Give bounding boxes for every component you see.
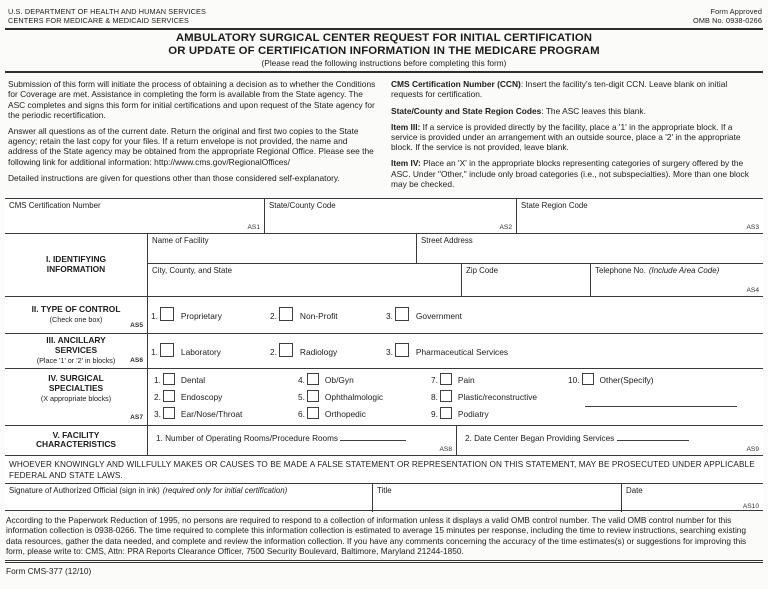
section-title: I. IDENTIFYING — [45, 254, 107, 265]
form-approved-block — [693, 7, 762, 25]
checkbox-ob-gyn[interactable] — [307, 373, 319, 385]
signature-label: Signature of Authorized Official (sign in ink) — [9, 485, 160, 495]
date-services-line[interactable] — [617, 432, 689, 441]
option-number: 1. — [154, 374, 161, 385]
option-label: Ear/Nose/Throat — [180, 408, 243, 419]
option-label: Podiatry — [457, 408, 489, 419]
option-label: Government — [415, 310, 463, 321]
option-label: Non-Profit — [299, 310, 338, 321]
other-specify-line[interactable] — [585, 398, 737, 407]
checkbox-other[interactable] — [582, 373, 594, 385]
signature-label-note: (required only for initial certification) — [162, 485, 288, 495]
form-number: Form CMS-377 (12/10) — [6, 565, 92, 576]
field-code-as1: AS1 — [247, 223, 260, 231]
specialties-column-3 — [431, 373, 537, 419]
option-other — [568, 373, 737, 385]
checkbox-government[interactable] — [395, 307, 409, 321]
instructions-right-column — [391, 79, 761, 195]
state-region-code-field[interactable] — [517, 199, 763, 234]
instruction-text: Place an 'X' in the appropriate blocks representing categories of surgery offered by the ASC. Under "Other," include only broad categories (i.e., not subspecialties). More than one block may be checked. — [391, 158, 749, 189]
state-county-code-label: State/County Code — [269, 200, 336, 210]
field-code-as2: AS2 — [499, 223, 512, 231]
option-endoscopy — [154, 390, 242, 402]
field-code-as9: AS9 — [746, 445, 759, 453]
section-facility-characteristics-label — [5, 426, 148, 456]
form-approved-line: Form Approved — [710, 7, 762, 16]
option-number: 2. — [270, 310, 277, 321]
specialties-column-4 — [568, 373, 737, 407]
zip-code-field[interactable] — [462, 264, 591, 297]
instructions-left-column — [8, 79, 378, 195]
option-number: 2. — [270, 346, 277, 357]
option-label: Ob/Gyn — [324, 374, 354, 385]
instruction-paragraph — [391, 122, 761, 153]
date-services-field[interactable] — [457, 426, 763, 456]
option-laboratory — [151, 343, 221, 357]
option-number: 7. — [431, 374, 438, 385]
option-number: 1. — [151, 310, 158, 321]
option-podiatry — [431, 407, 537, 419]
option-ob-gyn — [298, 373, 383, 385]
option-label: Other(Specify) — [599, 374, 654, 385]
false-statement-warning: WHOEVER KNOWINGLY AND WILLFULLY MAKES OR CAUSES TO BE MADE A FALSE STATEMENT OR REPRESENTATION ON THIS STATEMENT, MAY BE PROSECUTED UNDER APPLICABLE FEDERAL AND STATE LAWS. — [5, 456, 763, 484]
option-label: Plastic/reconstructive — [457, 391, 538, 402]
title-block — [5, 30, 763, 73]
name-of-facility-label: Name of Facility — [152, 235, 209, 245]
section-title: SERVICES — [54, 345, 98, 356]
option-label: Ophthalmologic — [324, 391, 384, 402]
option-pain — [431, 373, 537, 385]
checkbox-podiatry[interactable] — [440, 407, 452, 419]
option-number: 2. — [154, 391, 161, 402]
option-label: Dental — [180, 374, 206, 385]
option-orthopedic — [298, 407, 383, 419]
telephone-label: Telephone No. — [595, 265, 646, 275]
field-code-as6: AS6 — [130, 357, 143, 365]
section-hint: (Place '1' or '2' in blocks) — [36, 355, 116, 365]
option-pharmaceutical-services — [386, 343, 508, 357]
section-surgical-specialties-label — [5, 369, 148, 426]
section-title: INFORMATION — [46, 263, 106, 274]
option-number: 5. — [298, 391, 305, 402]
state-county-code-field[interactable] — [265, 199, 517, 234]
instruction-paragraph — [391, 106, 761, 116]
name-of-facility-field[interactable] — [148, 234, 417, 264]
option-number: 8. — [431, 391, 438, 402]
option-number: 3. — [386, 310, 393, 321]
operating-rooms-line[interactable] — [340, 432, 406, 441]
form-table — [5, 198, 763, 511]
section-ancillary-services-label — [5, 334, 148, 369]
form-title-line1: AMBULATORY SURGICAL CENTER REQUEST FOR INITIAL CERTIFICATION — [175, 32, 593, 44]
option-label: Proprietary — [180, 310, 222, 321]
paperwork-reduction-notice: According to the Paperwork Reduction of 1995, no persons are required to respond to a collection of information unless it displays a valid OMB control number. The valid OMB control number for this information collection is 0938-0266. The time required to complete this information collection is estimated to average 15 minutes per response, including the time to review instructions, searching existing data resources, gather the data needed, and complete and review the information collection. If you have any comments concerning the accuracy of the time estimates(s) or suggestions for improving this form, please write to: CMS, Attn: PRA Reports Clearance Officer, 7500 Security Boulevard, Baltimore, Maryland 21244-1850. — [6, 514, 747, 557]
field-code-as4: AS4 — [746, 286, 759, 294]
option-label: Pharmaceutical Services — [415, 346, 509, 357]
checkbox-orthopedic[interactable] — [307, 407, 319, 419]
date-services-label: 2. Date Center Began Providing Services — [465, 433, 615, 443]
field-code-as5: AS5 — [130, 322, 143, 330]
city-county-state-field[interactable] — [148, 264, 462, 297]
cms-certification-number-field[interactable] — [5, 199, 265, 234]
cms-certification-number-label: CMS Certification Number — [9, 200, 101, 210]
instruction-paragraph: Submission of this form will initiate the process of obtaining a decision as to whether the Conditions for Coverage are met. Assistance in completing the form is available from the State agency. The ASC completes and signs this form for initial certifications and upon request of the State agency for the periodic recertification. — [8, 79, 376, 120]
option-number: 6. — [298, 408, 305, 419]
checkbox-laboratory[interactable] — [160, 343, 174, 357]
city-county-state-label: City, County, and State — [152, 265, 232, 275]
operating-rooms-label: 1. Number of Operating Rooms/Procedure Rooms — [156, 433, 339, 443]
instruction-text: : Insert the facility's ten-digit CCN. Leave blank on initial requests for certification. — [391, 79, 728, 100]
option-plastic-reconstructive — [431, 390, 537, 402]
title-field[interactable] — [373, 484, 622, 512]
telephone-field[interactable] — [591, 264, 763, 297]
surgical-specialties-options — [148, 369, 763, 426]
ancillary-services-options — [148, 334, 763, 369]
instruction-paragraph: Detailed instructions are given for questions other than those considered self-explanatory. — [8, 172, 340, 183]
option-dental — [154, 373, 242, 385]
checkbox-dental[interactable] — [163, 373, 175, 385]
operating-rooms-field[interactable] — [148, 426, 457, 456]
signature-field[interactable] — [5, 484, 373, 512]
form-header — [5, 0, 763, 30]
option-label: Orthopedic — [324, 408, 366, 419]
section-type-of-control-label — [5, 297, 148, 334]
date-field[interactable] — [622, 484, 763, 512]
form-subtitle: (Please read the following instructions before completing this form) — [261, 57, 507, 68]
option-label: Radiology — [299, 346, 338, 357]
option-number: 10. — [568, 374, 580, 385]
agency-block — [8, 7, 206, 25]
checkbox-endoscopy[interactable] — [163, 390, 175, 402]
checkbox-non-profit[interactable] — [279, 307, 293, 321]
option-number: 3. — [386, 346, 393, 357]
checkbox-plastic-reconstructive[interactable] — [440, 390, 452, 402]
section-title: SPECIALTIES — [48, 382, 104, 393]
field-code-as3: AS3 — [746, 223, 759, 231]
section-hint: (X appropriate blocks) — [40, 393, 112, 403]
form-title-line2: OR UPDATE OF CERTIFICATION INFORMATION IN THE MEDICARE PROGRAM — [168, 44, 600, 57]
option-number: 3. — [154, 408, 161, 419]
option-proprietary — [151, 307, 222, 321]
section-identifying-information-label — [5, 234, 148, 297]
option-label: Pain — [457, 374, 475, 385]
instruction-lead: Item III: — [391, 121, 421, 132]
zip-code-label: Zip Code — [466, 265, 499, 275]
field-code-as7: AS7 — [130, 414, 143, 422]
instruction-lead: Item IV: — [391, 158, 421, 169]
instruction-text: If a service is provided directly by the facility, place a '1' in the appropriate block. If a service is provided under an arrangement with an outside source, place a '2' in the appropriate block. If the service is not provided, leave blank. — [391, 121, 741, 153]
option-radiology — [270, 343, 337, 357]
telephone-label-note: (Include Area Code) — [648, 265, 720, 275]
section-hint: (Check one box) — [49, 315, 103, 325]
instruction-paragraph — [391, 158, 761, 189]
option-number: 9. — [431, 408, 438, 419]
option-government — [386, 307, 462, 321]
instruction-text: : The ASC leaves this blank. — [541, 105, 646, 116]
checkbox-ophthalmologic[interactable] — [307, 390, 319, 402]
omb-number: OMB No. 0938-0266 — [693, 16, 762, 25]
section-title: IV. SURGICAL — [48, 372, 104, 383]
option-ophthalmologic — [298, 390, 383, 402]
section-title: CHARACTERISTICS — [35, 439, 117, 450]
instruction-lead: State/County and State Region Codes — [391, 105, 542, 116]
instruction-lead: CMS Certification Number (CCN) — [391, 79, 521, 90]
specialties-column-2 — [298, 373, 383, 419]
section-title: III. ANCILLARY — [46, 335, 106, 346]
option-non-profit — [270, 307, 338, 321]
type-of-control-options — [148, 297, 763, 334]
option-label: Laboratory — [180, 346, 221, 357]
department-line: U.S. DEPARTMENT OF HEALTH AND HUMAN SERVICES — [8, 7, 207, 16]
checkbox-proprietary[interactable] — [160, 307, 174, 321]
checkbox-pharmaceutical-services[interactable] — [395, 343, 409, 357]
option-label: Endoscopy — [180, 391, 223, 402]
instruction-paragraph — [391, 79, 761, 99]
field-code-as8: AS8 — [439, 445, 452, 453]
street-address-field[interactable] — [417, 234, 763, 264]
centers-line: CENTERS FOR MEDICARE & MEDICAID SERVICES — [8, 16, 190, 25]
field-code-as10: AS10 — [742, 502, 759, 510]
option-number: 4. — [298, 374, 305, 385]
title-label: Title — [377, 485, 392, 495]
instruction-paragraph: Answer all questions as of the current date. Return the original and first two copies to the State agency; retain the last copy for your files. If a return envelope is not provided, the name and address of the State agency may be obtained from the appropriate Regional Office. Please see the following link for additional information: http://www.cms.gov/RegionalOffices/ — [8, 125, 374, 167]
option-ear-nose-throat — [154, 407, 242, 419]
section-title: V. FACILITY — [52, 429, 100, 440]
option-number: 1. — [151, 346, 158, 357]
checkbox-ear-nose-throat[interactable] — [163, 407, 175, 419]
section-title: II. TYPE OF CONTROL — [31, 304, 121, 315]
date-label: Date — [626, 485, 643, 495]
state-region-code-label: State Region Code — [521, 200, 588, 210]
specialties-column-1 — [154, 373, 242, 419]
instructions-section — [0, 73, 768, 195]
checkbox-pain[interactable] — [440, 373, 452, 385]
street-address-label: Street Address — [421, 235, 473, 245]
checkbox-radiology[interactable] — [279, 343, 293, 357]
